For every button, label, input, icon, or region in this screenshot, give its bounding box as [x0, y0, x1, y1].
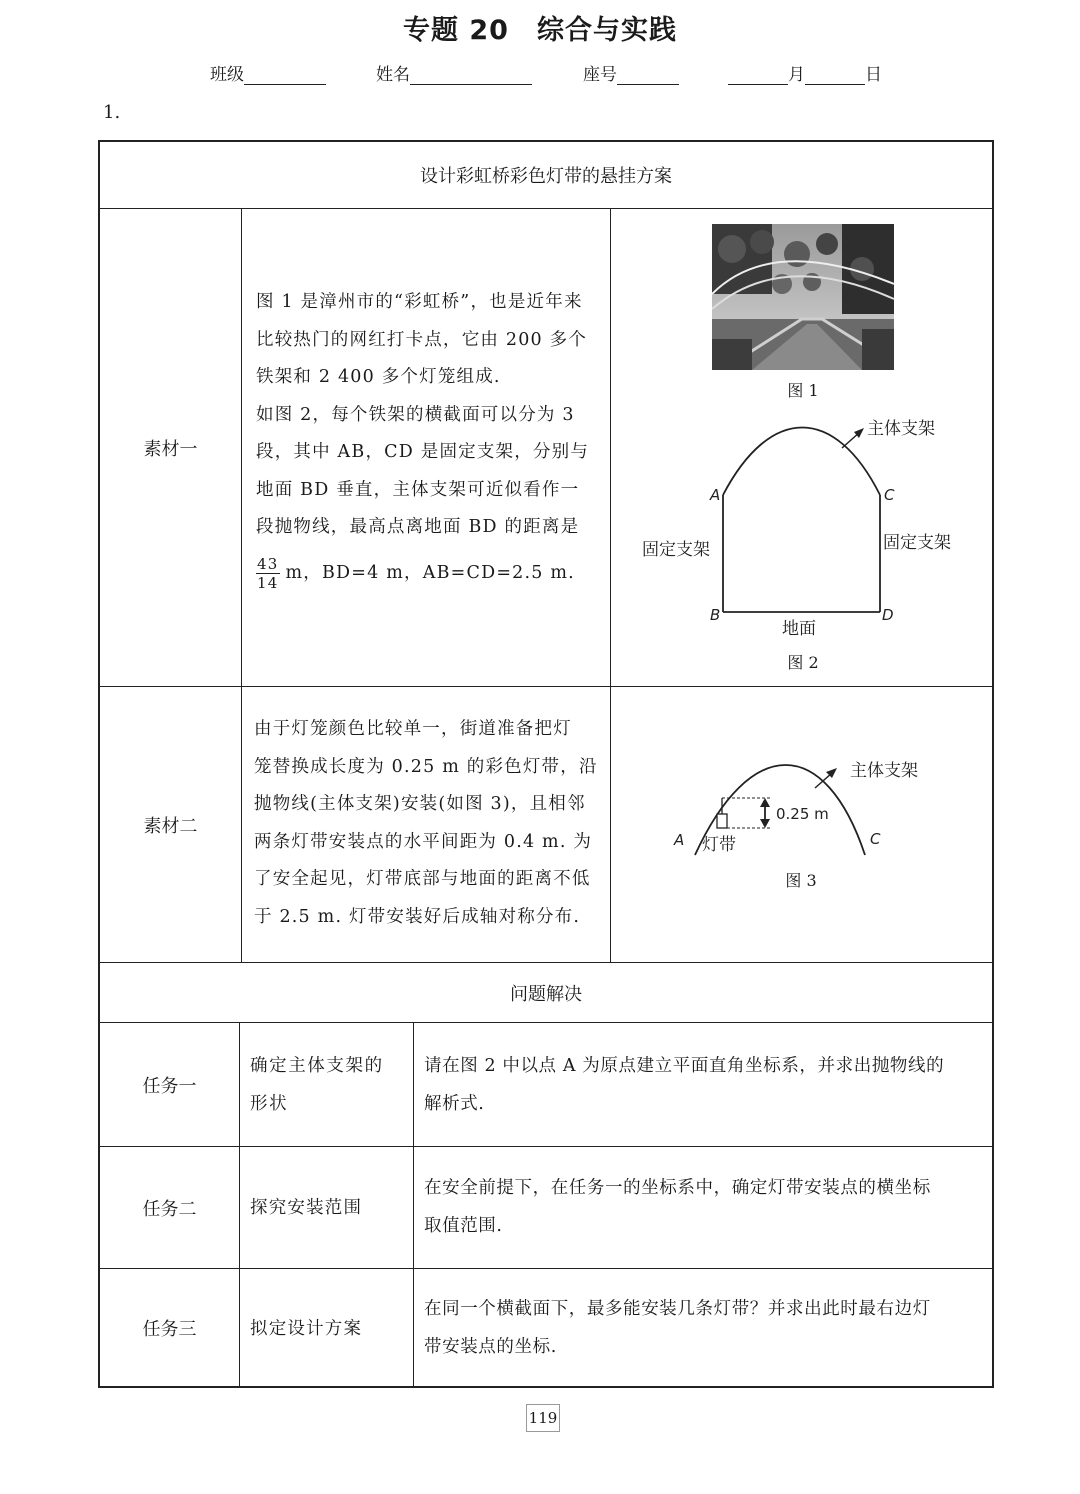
- column-divider: [241, 208, 242, 962]
- task3-label: 任务三: [142, 1319, 197, 1340]
- date-field[interactable]: [728, 60, 882, 85]
- figure3-caption: 图 3: [785, 871, 817, 890]
- column-divider: [413, 1022, 414, 1388]
- material1-line: 铁架和 2 400 多个灯笼组成.: [256, 367, 501, 387]
- row-divider: [98, 208, 994, 209]
- solve-heading: 问题解决: [510, 984, 582, 1005]
- month-blank[interactable]: [728, 64, 788, 85]
- name-field[interactable]: [376, 60, 532, 85]
- task3-content: [424, 1290, 989, 1366]
- material1-line: 图 1 是漳州市的“彩虹桥”，也是近年来: [256, 292, 583, 312]
- material1-line: 如图 2，每个铁架的横截面可以分为 3: [256, 404, 575, 425]
- task1-content-line: 解析式.: [424, 1094, 485, 1114]
- task2-content: [424, 1169, 989, 1245]
- name-label: 姓名: [376, 65, 410, 85]
- row-divider: [98, 1022, 994, 1023]
- fraction-numerator: 43: [257, 554, 279, 573]
- down-arrow-icon: [760, 819, 770, 828]
- name-blank[interactable]: [410, 64, 532, 85]
- task3-content-line: 带安装点的坐标.: [424, 1337, 557, 1357]
- fixed-support-left-label: 固定支架: [642, 540, 710, 560]
- main-support-label: 主体支架: [850, 761, 918, 781]
- point-a-label: A: [674, 831, 685, 849]
- column-divider: [239, 1022, 240, 1388]
- material2-line: 笼替换成长度为 0.25 m 的彩色灯带，沿: [254, 756, 598, 777]
- material1-measurements: m，BD=4 m，AB=CD=2.5 m.: [285, 562, 575, 583]
- rainbow-bridge-photo: [712, 224, 894, 370]
- material2-line: 于 2.5 m. 灯带安装好后成轴对称分布.: [254, 906, 581, 927]
- topic-number: 专题 20: [403, 15, 509, 46]
- seat-label: 座号: [583, 65, 617, 85]
- strip-label: 灯带: [702, 835, 736, 855]
- class-label: 班级: [210, 65, 244, 85]
- fixed-support-right-label: 固定支架: [883, 533, 951, 553]
- class-field[interactable]: [210, 60, 326, 85]
- figure3-diagram: [660, 750, 960, 870]
- material1-line: 段，其中 AB，CD 是固定支架，分别与: [256, 442, 590, 462]
- material2-line: 由于灯笼颜色比较单一，街道准备把灯: [254, 719, 572, 739]
- task1-content: [424, 1047, 989, 1123]
- row-divider: [98, 1268, 994, 1269]
- material2-label: 素材二: [143, 816, 198, 837]
- task1-name-line: 形状: [250, 1094, 289, 1114]
- material2-line: 两条灯带安装点的水平间距为 0.4 m. 为: [254, 831, 593, 852]
- student-info-fields: [0, 58, 1080, 88]
- task1-content-line: 请在图 2 中以点 A 为原点建立平面直角坐标系，并求出抛物线的: [424, 1056, 945, 1076]
- month-label: 月: [788, 65, 805, 85]
- class-blank[interactable]: [244, 64, 326, 85]
- row-divider: [98, 686, 994, 687]
- material2-line: 了安全起见，灯带底部与地面的距离不低: [254, 869, 591, 889]
- length-label: 0.25 m: [776, 805, 829, 823]
- material1-line: 比较热门的网红打卡点，它由 200 多个: [256, 329, 588, 350]
- column-divider: [610, 208, 611, 962]
- task1-name-line: 确定主体支架的: [250, 1056, 384, 1076]
- figure2-diagram: [630, 410, 980, 640]
- point-c-label: C: [870, 830, 881, 848]
- task2-content-line: 取值范围.: [424, 1216, 503, 1236]
- point-d-label: D: [882, 606, 894, 624]
- page-number: 119: [526, 1404, 560, 1432]
- light-strip-icon: [717, 814, 727, 828]
- material1-last-line: [256, 551, 606, 595]
- task2-content-line: 在安全前提下，在任务一的坐标系中，确定灯带安装点的横坐标: [424, 1178, 931, 1198]
- task3-content-line: 在同一个横截面下，最多能安装几条灯带？并求出此时最右边灯: [424, 1299, 931, 1319]
- task2-name: [250, 1189, 410, 1227]
- topic-title: 综合与实践: [536, 15, 677, 46]
- up-arrow-icon: [760, 798, 770, 807]
- fraction-denominator: 14: [257, 573, 279, 592]
- row-divider: [98, 962, 994, 963]
- point-c-label: C: [884, 486, 895, 504]
- material1-line: 地面 BD 垂直，主体支架可近似看作一: [256, 479, 580, 500]
- main-support-label: 主体支架: [867, 419, 935, 439]
- material1-label: 素材一: [143, 439, 198, 460]
- material1-line: 段抛物线，最高点离地面 BD 的距离是: [256, 517, 580, 537]
- seat-blank[interactable]: [617, 64, 679, 85]
- task3-name: [250, 1310, 410, 1348]
- material1-text: [256, 284, 606, 595]
- material2-line: 抛物线(主体支架)安装(如图 3)，且相邻: [254, 794, 586, 814]
- day-blank[interactable]: [805, 64, 865, 85]
- question-number: 1.: [103, 102, 121, 123]
- task2-name-line: 探究安装范围: [250, 1198, 363, 1218]
- height-fraction: [256, 555, 280, 592]
- page-title: [0, 8, 1080, 47]
- task1-label: 任务一: [142, 1076, 197, 1097]
- table-heading: 设计彩虹桥彩色灯带的悬挂方案: [420, 166, 672, 187]
- figure2-caption: 图 2: [787, 653, 819, 672]
- point-a-label: A: [710, 486, 721, 504]
- ground-label: 地面: [782, 619, 816, 639]
- row-divider: [98, 1146, 994, 1147]
- task2-label: 任务二: [142, 1199, 197, 1220]
- seat-field[interactable]: [583, 60, 679, 85]
- main-support-parabola: [723, 428, 880, 496]
- figure1-caption: 图 1: [787, 381, 819, 400]
- task3-name-line: 拟定设计方案: [250, 1319, 363, 1339]
- material2-text: [254, 711, 606, 936]
- point-b-label: B: [710, 606, 721, 624]
- day-label: 日: [865, 65, 882, 85]
- task1-name: [250, 1047, 410, 1123]
